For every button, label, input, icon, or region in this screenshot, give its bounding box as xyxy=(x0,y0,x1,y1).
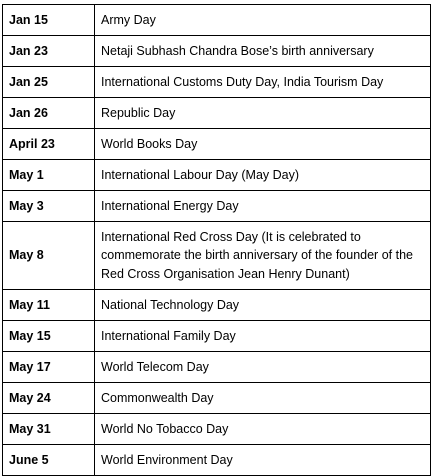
date-cell: Jan 15 xyxy=(3,5,95,36)
event-cell: Netaji Subhash Chandra Bose’s birth anniversary xyxy=(95,36,431,67)
table-row xyxy=(3,129,431,160)
event-cell: World Environment Day xyxy=(95,445,431,476)
date-cell: Jan 26 xyxy=(3,98,95,129)
event-cell: World Books Day xyxy=(95,129,431,160)
date-cell: May 15 xyxy=(3,321,95,352)
date-cell: May 1 xyxy=(3,160,95,191)
date-cell: Jan 23 xyxy=(3,36,95,67)
date-cell: May 3 xyxy=(3,191,95,222)
date-cell: June 5 xyxy=(3,445,95,476)
date-cell: May 24 xyxy=(3,383,95,414)
event-cell: International Family Day xyxy=(95,321,431,352)
table-row xyxy=(3,222,431,290)
table-row xyxy=(3,383,431,414)
event-cell: National Technology Day xyxy=(95,290,431,321)
event-cell: International Customs Duty Day, India Tourism Day xyxy=(95,67,431,98)
event-cell: International Energy Day xyxy=(95,191,431,222)
table-row xyxy=(3,352,431,383)
event-cell: World Telecom Day xyxy=(95,352,431,383)
table-row xyxy=(3,36,431,67)
table-row xyxy=(3,67,431,98)
date-cell: May 11 xyxy=(3,290,95,321)
important-days-table xyxy=(2,4,431,476)
event-cell: Republic Day xyxy=(95,98,431,129)
table-row xyxy=(3,160,431,191)
date-cell: May 31 xyxy=(3,414,95,445)
date-cell: April 23 xyxy=(3,129,95,160)
event-cell: Commonwealth Day xyxy=(95,383,431,414)
table-row xyxy=(3,5,431,36)
event-cell: International Red Cross Day (It is celebrated to commemorate the birth anniversary of the founder of the Red Cross Organisation Jean Henry Dunant) xyxy=(95,222,431,290)
table-row xyxy=(3,191,431,222)
table-row xyxy=(3,445,431,476)
date-cell: May 8 xyxy=(3,222,95,290)
event-cell: World No Tobacco Day xyxy=(95,414,431,445)
date-cell: Jan 25 xyxy=(3,67,95,98)
table-row xyxy=(3,290,431,321)
event-cell: Army Day xyxy=(95,5,431,36)
table-row xyxy=(3,414,431,445)
event-cell: International Labour Day (May Day) xyxy=(95,160,431,191)
table-row xyxy=(3,98,431,129)
date-cell: May 17 xyxy=(3,352,95,383)
table-row xyxy=(3,321,431,352)
